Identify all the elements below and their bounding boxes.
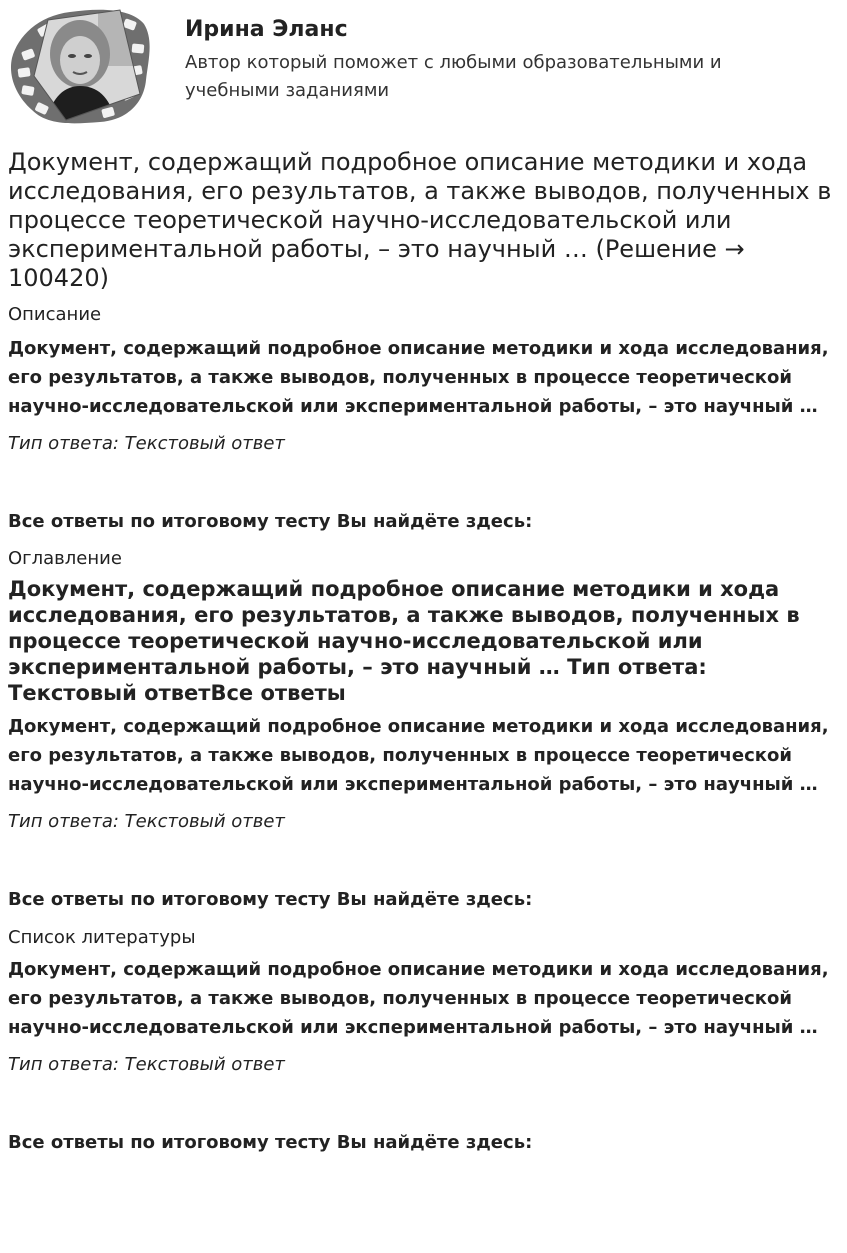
section-label: Описание bbox=[8, 304, 102, 325]
section-text: Документ, содержащий подробное описание методики и хода исследования, его результатов, а также выводов, полученных в процессе теоретической научно-исследовательской или экспериментальной работы, – это научный … bbox=[8, 716, 829, 795]
document-content bbox=[8, 148, 840, 1154]
answer-type: Тип ответа: Текстовый ответ bbox=[8, 433, 285, 454]
author-description: Автор который поможет с любыми образовательными и учебными заданиями bbox=[185, 52, 722, 101]
all-answers-text: Все ответы по итоговому тесту Вы найдёте здесь: bbox=[8, 1132, 533, 1153]
section-label: Оглавление bbox=[8, 548, 122, 569]
all-answers-text: Все ответы по итоговому тесту Вы найдёте здесь: bbox=[8, 889, 533, 910]
all-answers-text: Все ответы по итоговому тесту Вы найдёте здесь: bbox=[8, 511, 533, 532]
section-text: Документ, содержащий подробное описание методики и хода исследования, его результатов, а также выводов, полученных в процессе теоретической научно-исследовательской или экспериментальной работы, – это научный … bbox=[8, 959, 829, 1038]
section-description bbox=[8, 304, 840, 533]
answer-type: Тип ответа: Текстовый ответ bbox=[8, 1054, 285, 1075]
author-name: Ирина Эланс bbox=[185, 17, 348, 42]
section-bibliography bbox=[8, 927, 840, 1154]
section-toc bbox=[8, 548, 840, 911]
toc-heading: Документ, содержащий подробное описание методики и хода исследования, его результатов, а также выводов, полученных в процессе теоретической научно-исследовательской или экспериментальной работы, – это научный … Тип ответа: Текстовый ответВсе ответы bbox=[8, 577, 800, 705]
answer-type: Тип ответа: Текстовый ответ bbox=[8, 811, 285, 832]
document-title: Документ, содержащий подробное описание методики и хода исследования, его результатов, а также выводов, полученных в процессе теоретической научно-исследовательской или экспериментальной работы, – это научный … (Решение → 100420) bbox=[8, 148, 832, 292]
author-card bbox=[8, 6, 838, 128]
author-avatar bbox=[8, 6, 150, 126]
section-label: Список литературы bbox=[8, 927, 196, 948]
section-text: Документ, содержащий подробное описание методики и хода исследования, его результатов, а также выводов, полученных в процессе теоретической научно-исследовательской или экспериментальной работы, – это научный … bbox=[8, 338, 829, 417]
